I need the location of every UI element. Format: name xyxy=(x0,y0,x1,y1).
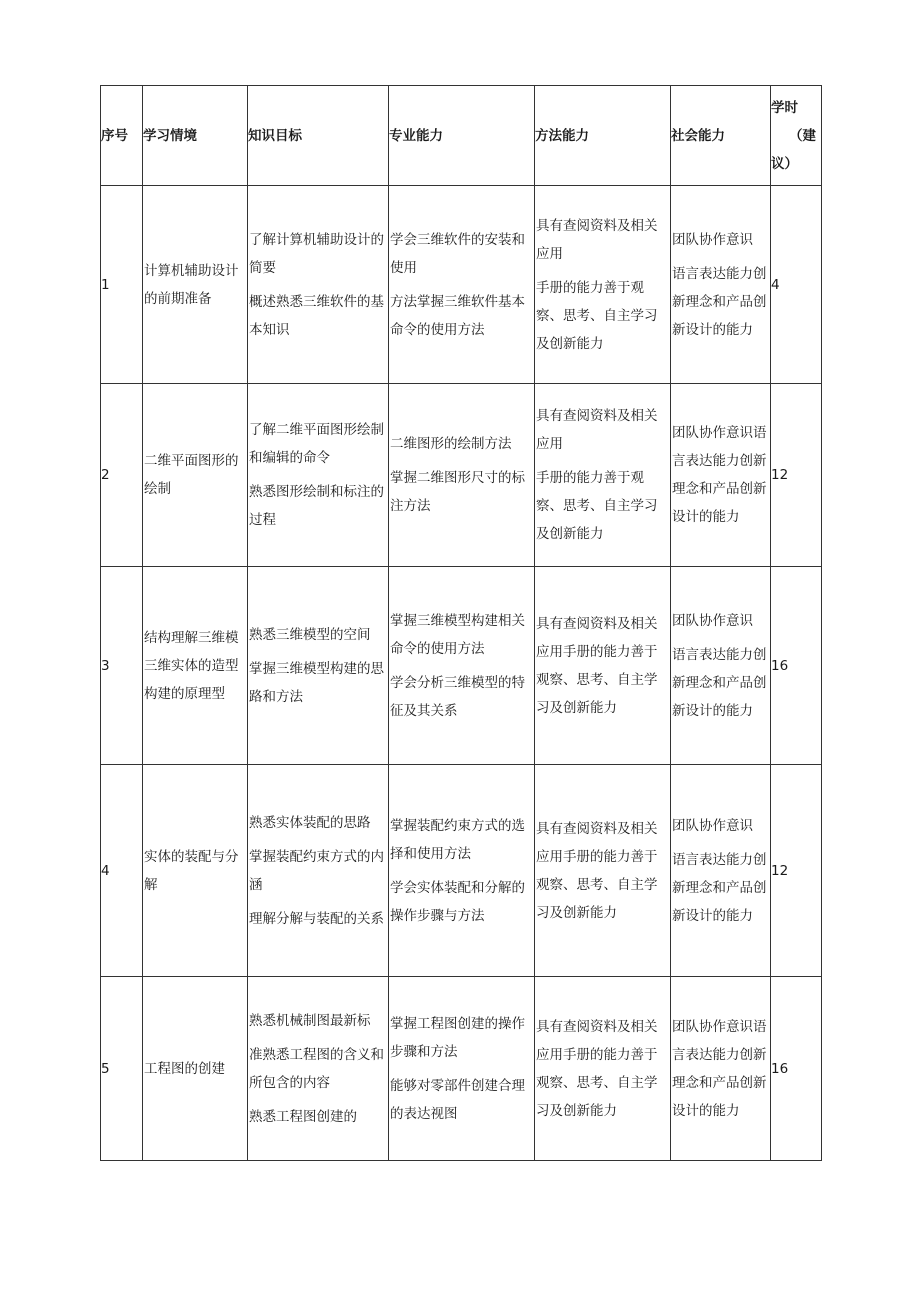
knowledge-item: 准熟悉工程图的含义和所包含的内容 xyxy=(249,1046,384,1091)
professional-item: 方法掌握三维软件基本命令的使用方法 xyxy=(390,293,525,338)
knowledge-item: 理解分解与装配的关系 xyxy=(249,910,384,927)
knowledge-item: 了解二维平面图形绘制和编辑的命令 xyxy=(249,422,384,466)
header-hours-line2: （建 xyxy=(789,127,816,144)
situation-text: 工程图的创建 xyxy=(144,1060,225,1077)
knowledge-item: 掌握三维模型构建的思路和方法 xyxy=(249,660,384,705)
social-item: 语言表达能力创新理念和产品创新设计的能力 xyxy=(672,851,767,924)
situation-text: 结构理解三维模三维实体的造型构建的原理型 xyxy=(144,629,239,702)
social-item: 团队协作意识 xyxy=(672,231,753,248)
method-item: 手册的能力善于观察、思考、自主学习及创新能力 xyxy=(536,470,658,542)
table-row xyxy=(101,765,822,977)
knowledge-item: 了解计算机辅助设计的简要 xyxy=(249,231,384,276)
situation-text: 二维平面图形的绘制 xyxy=(144,453,239,497)
method-item: 具有查阅资料及相关应用 xyxy=(536,217,658,262)
professional-item: 二维图形的绘制方法 xyxy=(390,436,512,452)
social-item: 语言表达能力创新理念和产品创新设计的能力 xyxy=(672,646,767,719)
header-situation: 学习情境 xyxy=(143,86,248,186)
table-row xyxy=(101,384,822,567)
row-method xyxy=(535,567,671,765)
row-situation xyxy=(143,977,248,1161)
professional-item: 学会实体装配和分解的操作步骤与方法 xyxy=(390,879,525,924)
row-social xyxy=(671,384,771,567)
row-knowledge xyxy=(248,977,389,1161)
header-method: 方法能力 xyxy=(535,86,671,186)
knowledge-item: 熟悉实体装配的思路 xyxy=(249,814,371,831)
row-method xyxy=(535,765,671,977)
row-method xyxy=(535,186,671,384)
row-social xyxy=(671,186,771,384)
row-professional xyxy=(389,567,535,765)
method-item: 手册的能力善于观察、思考、自主学习及创新能力 xyxy=(536,279,658,352)
row-professional xyxy=(389,765,535,977)
row-situation xyxy=(143,765,248,977)
header-professional: 专业能力 xyxy=(389,86,535,186)
row-hours: 16 xyxy=(771,567,822,765)
header-social: 社会能力 xyxy=(671,86,771,186)
row-knowledge xyxy=(248,567,389,765)
row-situation xyxy=(143,384,248,567)
social-item: 语言表达能力创新理念和产品创新设计的能力 xyxy=(672,265,767,338)
table-row xyxy=(101,186,822,384)
row-index: 2 xyxy=(101,384,143,567)
row-method xyxy=(535,977,671,1161)
row-hours: 16 xyxy=(771,977,822,1161)
row-index: 5 xyxy=(101,977,143,1161)
knowledge-item: 熟悉三维模型的空间 xyxy=(249,626,371,643)
method-item: 具有查阅资料及相关应用手册的能力善于观察、思考、自主学习及创新能力 xyxy=(536,615,658,716)
row-index: 4 xyxy=(101,765,143,977)
professional-item: 学会分析三维模型的特征及其关系 xyxy=(390,674,525,719)
table-row xyxy=(101,977,822,1161)
table-row xyxy=(101,567,822,765)
row-situation xyxy=(143,567,248,765)
method-item: 具有查阅资料及相关应用手册的能力善于观察、思考、自主学习及创新能力 xyxy=(536,1018,658,1119)
header-hours-line3: 议） xyxy=(771,155,798,172)
row-social xyxy=(671,765,771,977)
knowledge-item: 熟悉图形绘制和标注的过程 xyxy=(249,484,384,528)
row-situation xyxy=(143,186,248,384)
row-hours: 12 xyxy=(771,765,822,977)
professional-item: 掌握二维图形尺寸的标注方法 xyxy=(390,470,525,514)
knowledge-item: 掌握装配约束方式的内涵 xyxy=(249,848,384,893)
social-item: 团队协作意识语言表达能力创新理念和产品创新设计的能力 xyxy=(672,425,767,525)
professional-item: 掌握工程图创建的操作步骤和方法 xyxy=(390,1015,525,1060)
knowledge-item: 熟悉机械制图最新标 xyxy=(249,1012,371,1029)
knowledge-item: 熟悉工程图创建的 xyxy=(249,1108,357,1125)
row-knowledge xyxy=(248,186,389,384)
header-hours-line1: 学时 xyxy=(771,99,798,116)
situation-text: 实体的装配与分解 xyxy=(144,848,239,893)
knowledge-item: 概述熟悉三维软件的基本知识 xyxy=(249,293,384,338)
row-hours: 12 xyxy=(771,384,822,567)
header-knowledge: 知识目标 xyxy=(248,86,389,186)
row-index: 3 xyxy=(101,567,143,765)
method-item: 具有查阅资料及相关应用手册的能力善于观察、思考、自主学习及创新能力 xyxy=(536,820,658,921)
social-item: 团队协作意识 xyxy=(672,817,753,834)
professional-item: 能够对零部件创建合理的表达视图 xyxy=(390,1077,525,1122)
social-item: 团队协作意识 xyxy=(672,612,753,629)
professional-item: 学会三维软件的安装和使用 xyxy=(390,231,525,276)
professional-item: 掌握装配约束方式的选择和使用方法 xyxy=(390,817,525,862)
header-hours xyxy=(771,86,822,186)
row-method xyxy=(535,384,671,567)
row-professional xyxy=(389,977,535,1161)
row-knowledge xyxy=(248,765,389,977)
row-index: 1 xyxy=(101,186,143,384)
social-item: 团队协作意识语言表达能力创新理念和产品创新设计的能力 xyxy=(672,1018,767,1119)
method-item: 具有查阅资料及相关应用 xyxy=(536,408,658,452)
course-table xyxy=(100,85,822,1161)
header-index: 序号 xyxy=(101,86,143,186)
situation-text: 计算机辅助设计的前期准备 xyxy=(144,262,239,307)
professional-item: 掌握三维模型构建相关命令的使用方法 xyxy=(390,612,525,657)
row-professional xyxy=(389,384,535,567)
row-professional xyxy=(389,186,535,384)
row-knowledge xyxy=(248,384,389,567)
row-social xyxy=(671,567,771,765)
header-row xyxy=(101,86,822,186)
row-social xyxy=(671,977,771,1161)
row-hours: 4 xyxy=(771,186,822,384)
